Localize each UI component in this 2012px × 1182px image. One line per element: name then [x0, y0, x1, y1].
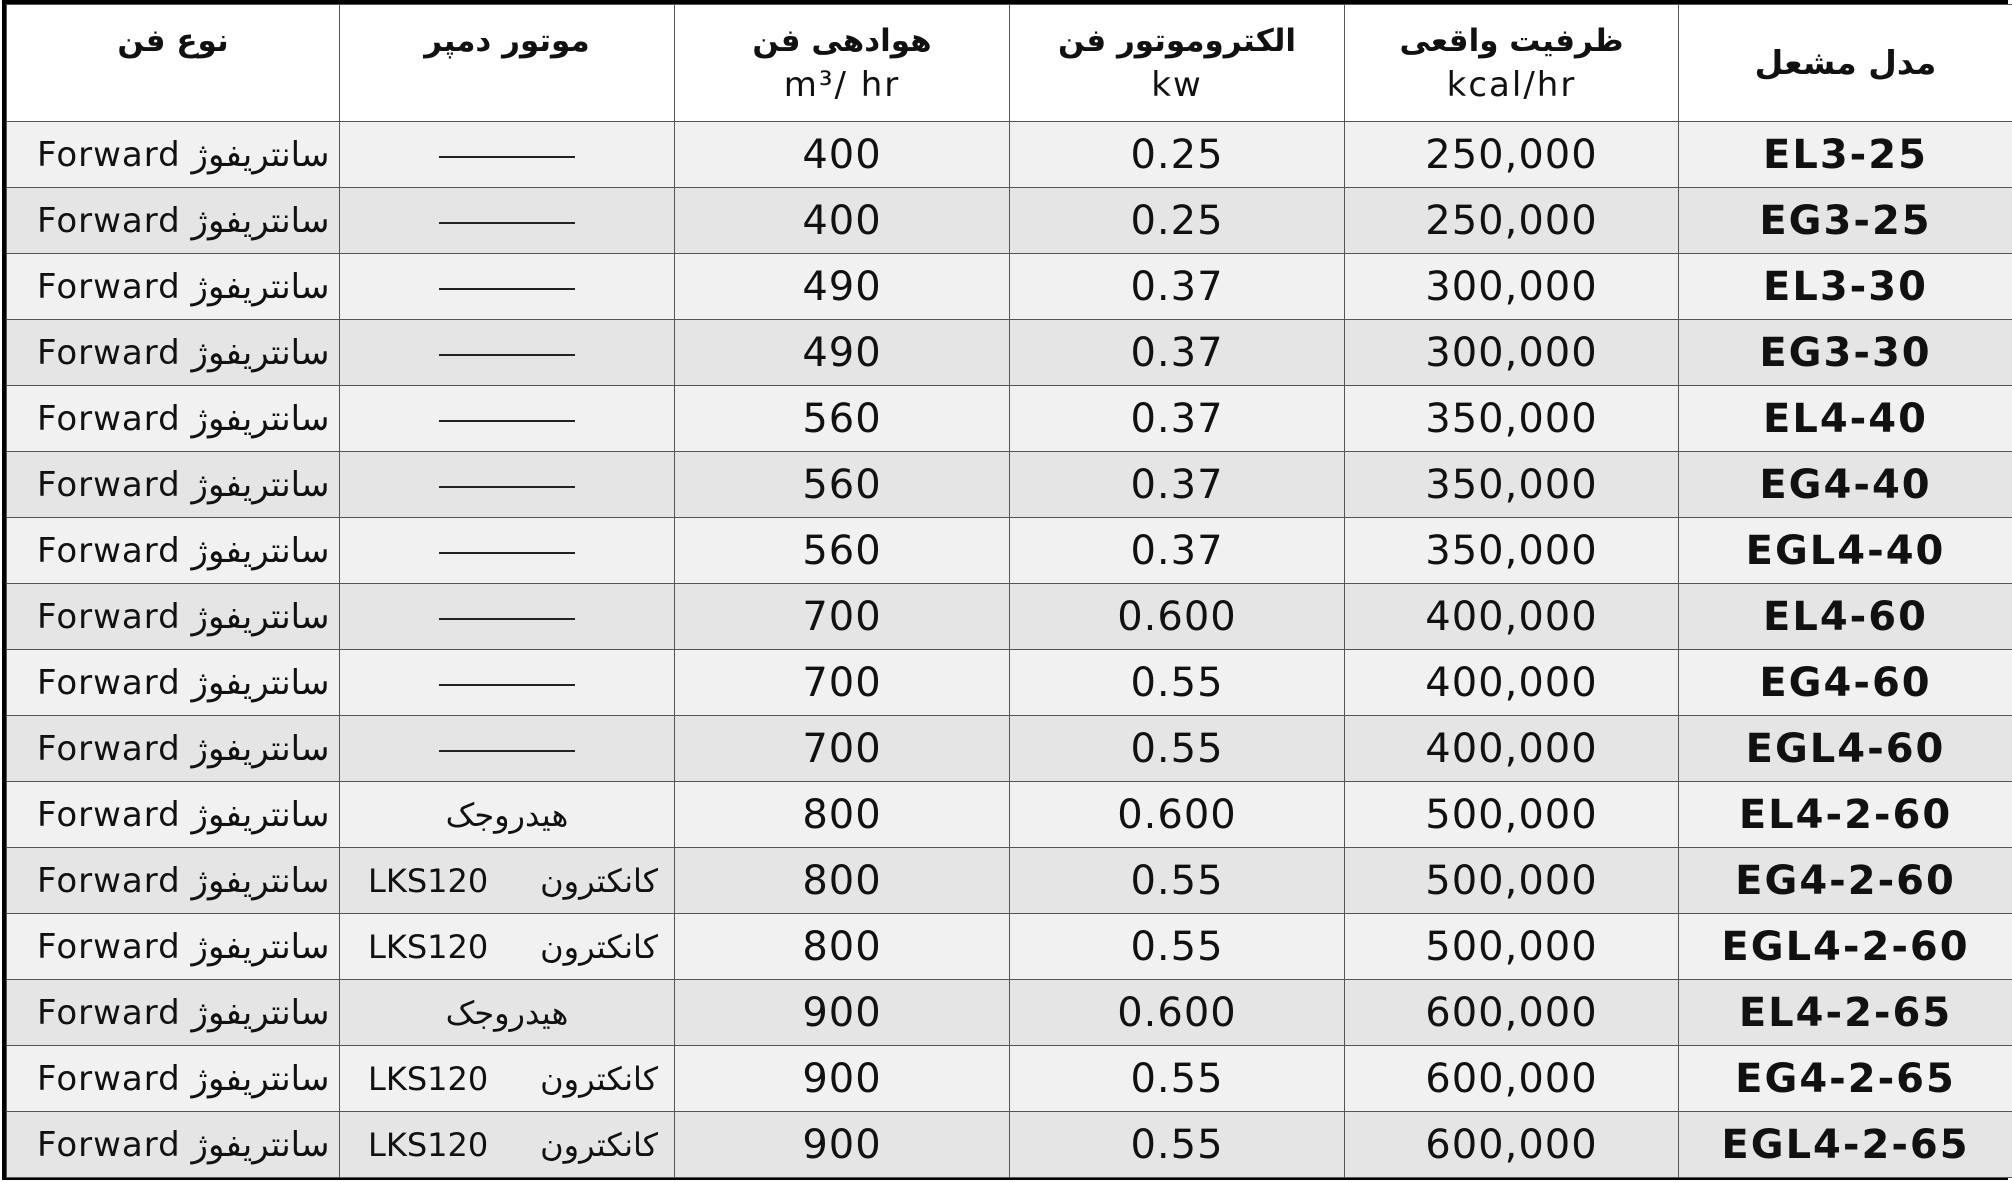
fan-type-cell: سانتریفوژ Forward — [7, 386, 340, 452]
fan-type-cell: سانتریفوژ Forward — [7, 848, 340, 914]
fan-type-cell: سانتریفوژ Forward — [7, 122, 340, 188]
damper-motor-pair — [340, 1126, 674, 1164]
model-cell: EL4-2-65 — [1679, 980, 2012, 1046]
fan-type-cell: سانتریفوژ Forward — [7, 1112, 340, 1178]
damper-motor-code: LKS120 — [368, 1059, 489, 1098]
damper-motor-pair — [340, 862, 674, 900]
capacity-cell: 400,000 — [1345, 650, 1679, 716]
damper-motor-cell — [340, 386, 675, 452]
fan-motor-cell: 0.600 — [1010, 782, 1345, 848]
airflow-cell: 700 — [675, 716, 1010, 782]
table-header — [7, 5, 2012, 122]
capacity-cell: 250,000 — [1345, 122, 1679, 188]
table-row — [7, 320, 2012, 386]
empty-dash — [439, 486, 575, 488]
table-row — [7, 650, 2012, 716]
fan-type-cell: سانتریفوژ Forward — [7, 452, 340, 518]
model-cell: EL4-40 — [1679, 386, 2012, 452]
damper-motor-cell — [340, 188, 675, 254]
fan-motor-cell: 0.600 — [1010, 980, 1345, 1046]
header-airflow — [675, 5, 1010, 122]
header-capacity — [1345, 5, 1679, 122]
capacity-cell: 400,000 — [1345, 716, 1679, 782]
fan-motor-cell: 0.55 — [1010, 914, 1345, 980]
damper-motor-cell — [340, 914, 675, 980]
header-capacity-unit: kcal/hr — [1446, 65, 1577, 105]
empty-dash — [439, 222, 575, 224]
damper-motor-cell — [340, 650, 675, 716]
model-cell: EG4-2-60 — [1679, 848, 2012, 914]
fan-type-cell: سانتریفوژ Forward — [7, 1046, 340, 1112]
fan-motor-cell: 0.55 — [1010, 1046, 1345, 1112]
empty-dash — [439, 420, 575, 422]
fan-motor-cell: 0.37 — [1010, 320, 1345, 386]
model-cell: EGL4-60 — [1679, 716, 2012, 782]
header-row — [7, 5, 2012, 122]
fan-type-cell: سانتریفوژ Forward — [7, 782, 340, 848]
empty-dash — [439, 156, 575, 158]
table-row — [7, 980, 2012, 1046]
header-airflow-unit: m³/ hr — [783, 65, 901, 105]
airflow-cell: 900 — [675, 1112, 1010, 1178]
airflow-cell: 900 — [675, 980, 1010, 1046]
damper-motor-cell — [340, 716, 675, 782]
capacity-cell: 350,000 — [1345, 518, 1679, 584]
header-damper-motor: موتور دمپر — [340, 5, 675, 122]
capacity-cell: 350,000 — [1345, 386, 1679, 452]
capacity-cell: 600,000 — [1345, 1112, 1679, 1178]
damper-motor-cell — [340, 782, 675, 848]
fan-type-cell: سانتریفوژ Forward — [7, 320, 340, 386]
table-row — [7, 782, 2012, 848]
table-row — [7, 122, 2012, 188]
fan-motor-cell: 0.55 — [1010, 1112, 1345, 1178]
damper-motor-name: کانکترون — [540, 927, 658, 966]
table-row — [7, 254, 2012, 320]
damper-motor-cell — [340, 1112, 675, 1178]
empty-dash — [439, 618, 575, 620]
fan-motor-cell: 0.55 — [1010, 716, 1345, 782]
fan-type-cell: سانتریفوژ Forward — [7, 716, 340, 782]
model-cell: EG4-60 — [1679, 650, 2012, 716]
damper-motor-cell — [340, 254, 675, 320]
table-row — [7, 716, 2012, 782]
header-fan-type: نوع فن — [7, 5, 340, 122]
empty-dash — [439, 552, 575, 554]
capacity-cell: 400,000 — [1345, 584, 1679, 650]
empty-dash — [439, 684, 575, 686]
fan-type-cell: سانتریفوژ Forward — [7, 188, 340, 254]
damper-motor-pair — [340, 1060, 674, 1098]
capacity-cell: 500,000 — [1345, 782, 1679, 848]
damper-motor-cell — [340, 518, 675, 584]
fan-type-cell: سانتریفوژ Forward — [7, 650, 340, 716]
table-row — [7, 518, 2012, 584]
capacity-cell: 500,000 — [1345, 914, 1679, 980]
airflow-cell: 400 — [675, 188, 1010, 254]
capacity-cell: 600,000 — [1345, 980, 1679, 1046]
fan-motor-cell: 0.55 — [1010, 848, 1345, 914]
fan-type-cell: سانتریفوژ Forward — [7, 914, 340, 980]
table-row — [7, 452, 2012, 518]
fan-motor-cell: 0.25 — [1010, 122, 1345, 188]
model-cell: EGL4-2-65 — [1679, 1112, 2012, 1178]
airflow-cell: 560 — [675, 452, 1010, 518]
model-cell: EG3-25 — [1679, 188, 2012, 254]
model-cell: EG4-40 — [1679, 452, 2012, 518]
airflow-cell: 490 — [675, 254, 1010, 320]
damper-motor-name: هیدروجک — [445, 993, 569, 1032]
header-model: مدل مشعل — [1679, 5, 2012, 122]
fan-type-cell: سانتریفوژ Forward — [7, 980, 340, 1046]
header-capacity-label: ظرفیت واقعی — [1399, 23, 1624, 59]
table-row — [7, 848, 2012, 914]
damper-motor-code: LKS120 — [368, 1125, 489, 1164]
damper-motor-name: کانکترون — [540, 1125, 658, 1164]
header-fan-motor-unit: kw — [1151, 65, 1203, 105]
header-airflow-label: هوادهی فن — [752, 23, 932, 59]
empty-dash — [439, 288, 575, 290]
table-row — [7, 584, 2012, 650]
damper-motor-code: LKS120 — [368, 927, 489, 966]
capacity-cell: 350,000 — [1345, 452, 1679, 518]
damper-motor-name: کانکترون — [540, 1059, 658, 1098]
model-cell: EG4-2-65 — [1679, 1046, 2012, 1112]
fan-motor-cell: 0.600 — [1010, 584, 1345, 650]
model-cell: EGL4-40 — [1679, 518, 2012, 584]
table-body — [7, 122, 2012, 1178]
damper-motor-cell — [340, 452, 675, 518]
model-cell: EG3-30 — [1679, 320, 2012, 386]
fan-type-cell: سانتریفوژ Forward — [7, 584, 340, 650]
airflow-cell: 400 — [675, 122, 1010, 188]
fan-motor-cell: 0.37 — [1010, 386, 1345, 452]
table-row — [7, 914, 2012, 980]
damper-motor-name: هیدروجک — [445, 795, 569, 834]
damper-motor-cell — [340, 980, 675, 1046]
model-cell: EL4-60 — [1679, 584, 2012, 650]
damper-motor-cell — [340, 584, 675, 650]
airflow-cell: 800 — [675, 848, 1010, 914]
fan-motor-cell: 0.37 — [1010, 452, 1345, 518]
fan-type-cell: سانتریفوژ Forward — [7, 518, 340, 584]
airflow-cell: 490 — [675, 320, 1010, 386]
airflow-cell: 700 — [675, 650, 1010, 716]
damper-motor-code: LKS120 — [368, 861, 489, 900]
header-fan-motor — [1010, 5, 1345, 122]
airflow-cell: 700 — [675, 584, 1010, 650]
damper-motor-cell — [340, 1046, 675, 1112]
model-cell: EL4-2-60 — [1679, 782, 2012, 848]
header-fan-motor-label: الکتروموتور فن — [1057, 23, 1297, 59]
airflow-cell: 800 — [675, 914, 1010, 980]
table-row — [7, 1112, 2012, 1178]
capacity-cell: 250,000 — [1345, 188, 1679, 254]
table-row — [7, 386, 2012, 452]
capacity-cell: 300,000 — [1345, 254, 1679, 320]
fan-motor-cell: 0.37 — [1010, 254, 1345, 320]
empty-dash — [439, 750, 575, 752]
airflow-cell: 900 — [675, 1046, 1010, 1112]
empty-dash — [439, 354, 575, 356]
fan-type-cell: سانتریفوژ Forward — [7, 254, 340, 320]
damper-motor-name: کانکترون — [540, 861, 658, 900]
fan-motor-cell: 0.55 — [1010, 650, 1345, 716]
burner-spec-table-frame — [2, 0, 2008, 1180]
fan-motor-cell: 0.25 — [1010, 188, 1345, 254]
fan-motor-cell: 0.37 — [1010, 518, 1345, 584]
burner-spec-table — [6, 4, 2012, 1178]
capacity-cell: 300,000 — [1345, 320, 1679, 386]
damper-motor-pair — [340, 928, 674, 966]
capacity-cell: 600,000 — [1345, 1046, 1679, 1112]
airflow-cell: 560 — [675, 518, 1010, 584]
model-cell: EL3-25 — [1679, 122, 2012, 188]
model-cell: EGL4-2-60 — [1679, 914, 2012, 980]
table-row — [7, 1046, 2012, 1112]
damper-motor-cell — [340, 320, 675, 386]
model-cell: EL3-30 — [1679, 254, 2012, 320]
capacity-cell: 500,000 — [1345, 848, 1679, 914]
airflow-cell: 800 — [675, 782, 1010, 848]
table-row — [7, 188, 2012, 254]
damper-motor-cell — [340, 848, 675, 914]
damper-motor-cell — [340, 122, 675, 188]
airflow-cell: 560 — [675, 386, 1010, 452]
